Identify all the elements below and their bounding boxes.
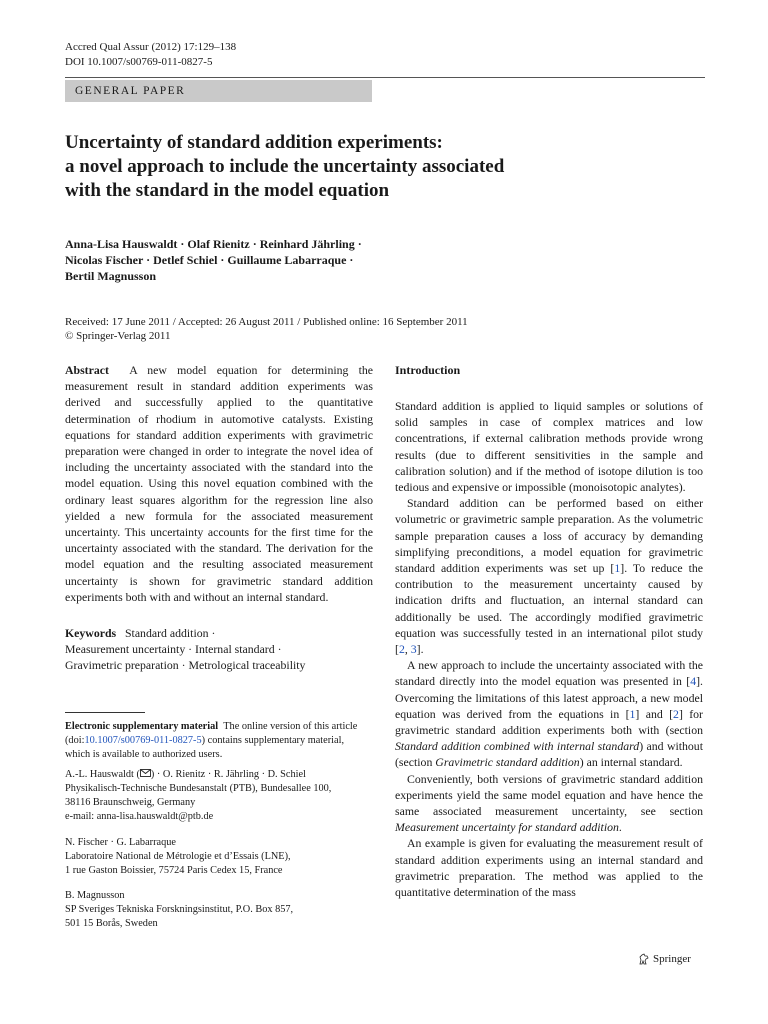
citation-link[interactable]: 3 (410, 642, 417, 657)
introduction-heading: Introduction (395, 363, 461, 377)
affiliation-institution: Laboratoire National de Métrologie et d’Essais (LNE), (65, 851, 291, 862)
affiliation-names: A.-L. Hauswaldt ( (65, 769, 140, 780)
affiliation-address: 38116 Braunschweig, Germany (65, 797, 196, 808)
citation-link[interactable]: 4 (690, 674, 697, 689)
section-reference: Standard addition combined with internal standard (395, 739, 640, 754)
section-reference: Measurement uncertainty for standard addition (395, 820, 619, 835)
title-line: with the standard in the model equation (65, 180, 390, 201)
keywords-line: Standard addition · (124, 626, 216, 641)
publisher-mark (638, 952, 691, 966)
intro-paragraph: A new approach to include the uncertainty associated with the standard directly into the model equation was presented in [4]. Overcoming the limitations of this latest approach, a new model equation was derived from the equations in [1] and [2] for gravimetric standard addition experiments both with (section Standard addition combined with internal standard) and without (section Gravimetric standard addition) an internal standard. (395, 658, 703, 770)
intro-paragraph: Conveniently, both versions of gravimetric standard addition experiments yield the same model equation and have hence the same associated measurement uncertainty, see section Measurement uncertainty for standard addition. (395, 771, 703, 835)
publication-dates (65, 315, 705, 343)
affiliation-ptb (65, 768, 370, 824)
section-reference: Gravimetric standard addition (435, 755, 580, 770)
copyright: © Springer-Verlag 2011 (65, 330, 171, 342)
affiliation-institution: SP Sveriges Tekniska Forskningsinstitut, P.O. Box 857, (65, 904, 294, 915)
supplementary-note (65, 720, 370, 762)
esm-heading: Electronic supplementary material (65, 721, 219, 732)
footnote-rule (65, 712, 145, 713)
envelope-icon (140, 769, 151, 777)
abstract (65, 362, 373, 605)
journal-citation: Accred Qual Assur (2012) 17:129–138 (65, 41, 237, 53)
affiliation-names: N. Fischer · G. Labarraque (65, 837, 176, 848)
affiliation-institution: Physikalisch-Technische Bundesanstalt (PTB), Bundesallee 100, (65, 783, 332, 794)
affiliation-sp (65, 889, 370, 931)
keywords (65, 625, 373, 674)
keywords-line: Gravimetric preparation · Metrological traceability (65, 658, 306, 673)
citation-link[interactable]: 1 (629, 706, 636, 721)
intro-paragraph: Standard addition can be performed based on either volumetric or gravimetric sample preparation. As the volumetric sample preparation causes a loss of accuracy by demanding simplifying preconditions, a model equation for gravimetric standard addition experiments was set up [1]. To reduce the contribution to the measurement uncertainty caused by indication drifts and fluctuation, an internal standard can additionally be used. The accordingly modified gravimetric equation was successfully tested in an international pilot study [2, 3]. (395, 496, 704, 657)
journal-header (65, 40, 236, 70)
esm-text: ) contains supplementary material, which is available to authorized users. (65, 735, 345, 760)
doi-link[interactable]: 10.1007/s00769-011-0827-5 (84, 735, 202, 746)
affiliation-names: ) · O. Rienitz · R. Jährling · D. Schiel (150, 769, 306, 780)
section-label-bar (65, 80, 372, 102)
header-rule (65, 77, 705, 78)
contact-email[interactable]: e-mail: anna-lisa.hauswaldt@ptb.de (65, 811, 214, 822)
author-line: Anna-Lisa Hauswaldt · Olaf Rienitz · Reinhard Jährling · (65, 237, 362, 251)
author-line: Nicolas Fischer · Detlef Schiel · Guillaume Labarraque · (65, 253, 354, 267)
right-column (395, 362, 703, 900)
esm-text: The online version of this article (doi: (65, 721, 358, 746)
keywords-line: Measurement uncertainty · Internal standard · (65, 642, 282, 657)
publisher-name: Springer (653, 953, 691, 965)
journal-doi: DOI 10.1007/s00769-011-0827-5 (65, 56, 213, 68)
affiliation-address: 1 rue Gaston Boissier, 75724 Paris Cedex 15, France (65, 865, 283, 876)
keywords-heading: Keywords (65, 626, 117, 641)
affiliation-address: 501 15 Borås, Sweden (65, 918, 158, 929)
date-history: Received: 17 June 2011 / Accepted: 26 August 2011 / Published online: 16 September 2011 (65, 316, 468, 328)
author-line: Bertil Magnusson (65, 269, 157, 283)
citation-link[interactable]: 2 (398, 642, 405, 657)
springer-horse-icon (638, 953, 650, 965)
title-line: Uncertainty of standard addition experiments: (65, 132, 443, 153)
intro-paragraph: Standard addition is applied to liquid samples or solutions of solid samples in case of complex matrices and low concentrations, if external calibration methods provide wrong results (due to different sensitivities in the sample and calibration solution) and if the method of isotope dilution is too tedious and expensive or impossible (monoisotopic analytes). (395, 399, 703, 495)
paper-title (65, 131, 705, 203)
title-line: a novel approach to include the uncertainty associated (65, 156, 505, 177)
affiliation-names: B. Magnusson (65, 890, 125, 901)
author-list (65, 236, 705, 284)
citation-link[interactable]: 2 (673, 706, 679, 721)
intro-paragraph: An example is given for evaluating the measurement result of standard addition experiments using an internal standard and gravimetric preparation. The method was applied to the quantitative determination of the mass (395, 836, 703, 900)
left-column (65, 362, 373, 674)
section-label: GENERAL PAPER (75, 85, 186, 97)
citation-link[interactable]: 1 (614, 561, 621, 576)
affiliation-lne (65, 836, 370, 878)
abstract-text: A new model equation for determining the measurement result in standard addition experiments was derived and successfully applied to the quantitative determination of rhodium in automotive catalysts. Existing equations for standard addition experiments with gravimetric preparation were changed in order to integrate the novel idea of including the uncertainty associated with the standard into the model equation. Using this novel equation combined with the ordinary least squares algorithm for the regression line also yielded a new formula for the associated measurement uncertainty. This uncertainty accounts for the first time for the uncertainty associated with the standard. The derivation for the model equation and the resulting associated measurement uncertainty is shown for gravimetric standard addition experiments both with and without an internal standard. (65, 363, 373, 604)
abstract-heading: Abstract (65, 363, 109, 377)
